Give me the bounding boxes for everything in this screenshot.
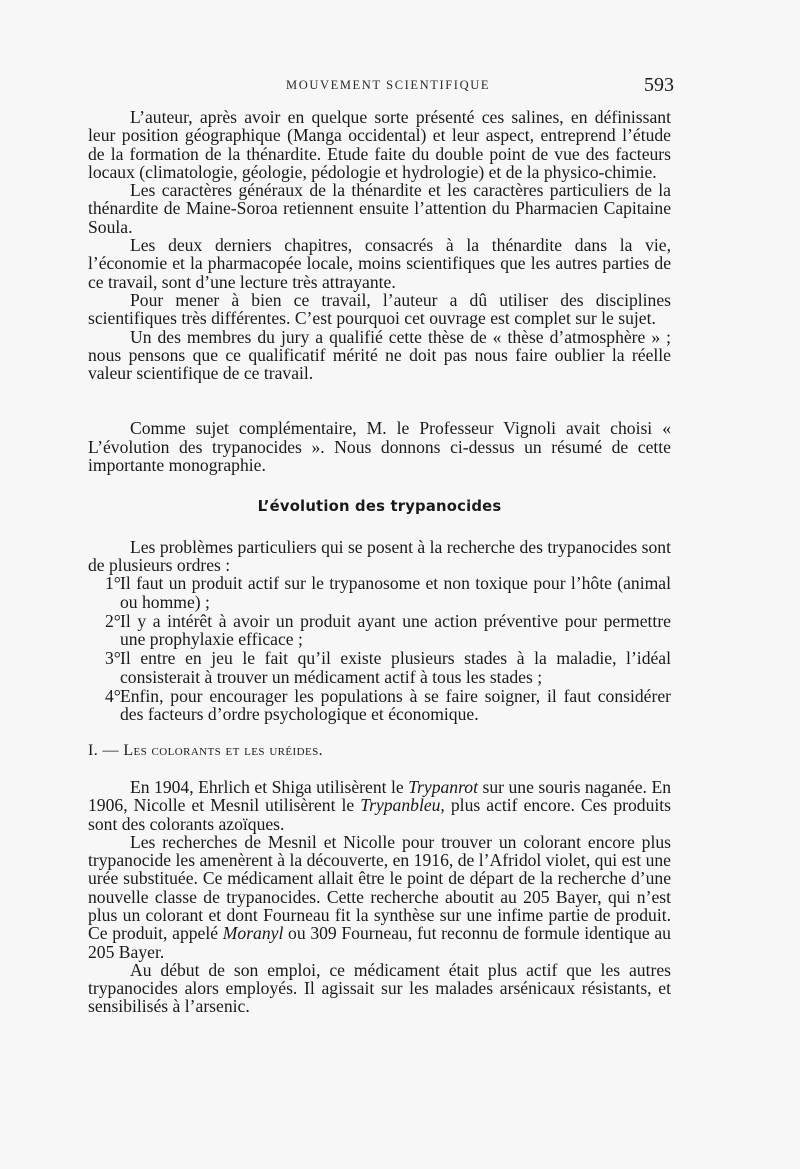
- section-heading-text: Les colorants et les uréides.: [123, 741, 323, 759]
- page-header: [0, 74, 800, 104]
- page-number: 593: [644, 74, 674, 96]
- problems-list: [88, 574, 671, 723]
- paragraph: Un des membres du jury a qualifié cette thèse de « thèse d’atmosphère » ; nous pensons que ce qualificatif mérité ne doit pas nous faire oublier la réelle valeur scientifique de ce travail.: [88, 326, 671, 384]
- section-heading: [88, 742, 671, 760]
- page-body: [88, 108, 671, 1016]
- list-text: Enfin, pour encourager les populations à se faire soigner, il faut considérer des facteurs d’ordre psychologique et économique.: [120, 686, 671, 725]
- paragraph-ehrlich: [88, 778, 671, 833]
- text-run: sur une souris naganée. En 1906, Nicolle et Mesnil utilisèrent le: [88, 776, 671, 816]
- paragraph-recherches: [88, 833, 671, 961]
- list-item: [88, 687, 671, 724]
- paragraph: L’auteur, après avoir en quelque sorte présenté ces salines, en définissant leur position géographique (Manga occidental) et leur aspect, entreprend l’étude de la formation de la thénardite. Etude faite du double point de vue des facteurs locaux (climatologie, géologie, pédologie et hydrologie) et de la physico-chimie.: [88, 107, 671, 182]
- spacer: [88, 382, 671, 419]
- italic-term: Trypanbleu,: [360, 795, 445, 816]
- text-run: En 1904, Ehrlich et Shiga utilisèrent le: [130, 776, 409, 797]
- list-item: [88, 574, 671, 611]
- list-number: 2°: [105, 610, 121, 631]
- text-run: plus actif encore. Ces produits sont des colorants azoïques.: [88, 795, 671, 834]
- list-text: Il y a intérêt à avoir un produit ayant une action préventive pour permettre une prophylaxie efficace ;: [120, 610, 671, 650]
- list-item: [88, 649, 671, 686]
- list-number: 3°: [105, 648, 121, 669]
- list-text: Il entre en jeu le fait qu’il existe plusieurs stades à la maladie, l’idéal consisterait à trouver un médicament actif à tous les stades ;: [120, 648, 671, 687]
- paragraph: Les caractères généraux de la thénardite et les caractères particuliers de la thénardite de Maine-Soroa retiennent ensuite l’attention du Pharmacien Capitaine Soula.: [88, 180, 671, 237]
- paragraph: Pour mener à bien ce travail, l’auteur a dû utiliser des disciplines scientifiques très différentes. C’est pourquoi cet ouvrage est complet sur le sujet.: [88, 289, 671, 329]
- text-run: ou 309 Fourneau, fut reconnu de formule identique au 205 Bayer.: [88, 923, 671, 962]
- text-run: Les recherches de Mesnil et Nicolle pour trouver un colorant encore plus trypanocide les amenèrent à la découverte, en 1916, de l’Afridol violet, qui est une urée substituée. Ce médicament allait être le point de départ de la recherche d’une nouvelle classe de trypanocides. Cette recherche aboutit au 205 Bayer, qui n’est plus un colorant et dont Fourneau fit la synthèse sur une infime partie de produit. Ce produit, appelé: [88, 831, 671, 944]
- italic-term: Trypanrot: [408, 776, 478, 797]
- paragraph-debut: Au début de son emploi, ce médicament était plus actif que les autres trypanocides alors employés. Il agissait sur les malades arsénicaux résistants, et sensibilisés à l’arsenic.: [88, 959, 671, 1017]
- running-head: MOUVEMENT SCIENTIFIQUE: [286, 78, 491, 92]
- list-number: 1°: [105, 573, 121, 594]
- paragraph: Les deux derniers chapitres, consacrés à la thénardite dans la vie, l’économie et la pharmacopée locale, moins scientifiques que les autres parties de ce travail, sont d’une lecture très attrayante.: [88, 235, 671, 292]
- italic-term: Moranyl: [222, 923, 284, 944]
- intro-paragraph: Comme sujet complémentaire, M. le Professeur Vignoli avait choisi « L’évolution des trypanocides ». Nous donnons ci-dessus un résumé de cette importante monographie.: [88, 418, 671, 476]
- list-number: 4°: [105, 686, 121, 707]
- list-text: Il faut un produit actif sur le trypanosome et non toxique pour l’hôte (animal ou homme) ;: [120, 573, 671, 612]
- section-number: I. —: [88, 741, 124, 759]
- problems-intro: Les problèmes particuliers qui se posent à la recherche des trypanocides sont de plusieurs ordres :: [88, 536, 671, 575]
- section-title: L’évolution des trypanocides: [257, 498, 502, 516]
- list-item: [88, 612, 671, 649]
